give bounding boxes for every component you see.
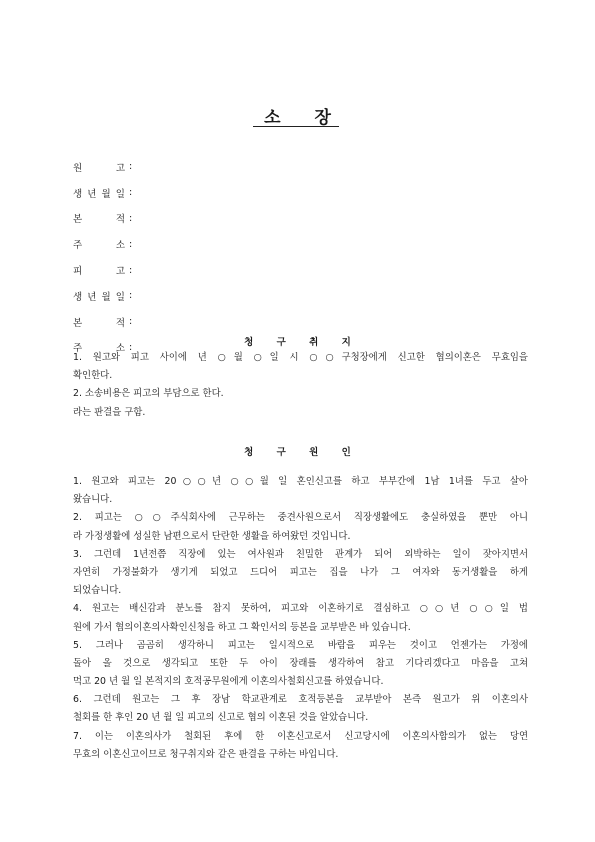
party-label: 주 소	[73, 240, 125, 252]
body-line: 라 가정생활에 성실한 남편으로서 단란한 생활을 하여왔던 것입니다.	[73, 530, 351, 542]
claim-purpose-body	[73, 349, 528, 422]
body-line: 되었습니다.	[73, 585, 122, 597]
party-row-plaintiff	[73, 154, 132, 180]
party-label: 주 소	[73, 343, 125, 355]
party-colon: :	[129, 161, 133, 173]
document-title: 소 장	[264, 108, 345, 128]
party-row-defendant-registry	[73, 309, 132, 335]
body-line: 라는 판결을 구함.	[73, 406, 146, 418]
body-line: 먹고 20 년 월 일 본적지의 호적공무원에게 이혼의사철회신고를 하였습니다.	[73, 676, 384, 688]
body-line: 1. 원고와 피고는 20○○년 ○○월 일 혼인신고를 하고 부부간에 1남 1녀를 두고 살아	[73, 476, 528, 487]
body-line: 4. 원고는 배신감과 분노를 참지 못하여, 피고와 이혼하기로 결심하고 ○○년 ○○일 법	[73, 603, 528, 615]
party-colon: :	[129, 238, 133, 250]
body-line: 돌아 올 것으로 생각되고 또한 두 아이 장래를 생각하여 참고 기다리겠다고 마음을 고쳐	[73, 657, 528, 669]
party-colon: :	[129, 290, 133, 302]
party-label: 원 고	[73, 162, 125, 174]
party-colon: :	[129, 264, 133, 276]
party-row-plaintiff-address	[73, 231, 132, 257]
party-label: 생 년 월 일	[73, 291, 125, 303]
title-underline	[253, 126, 339, 127]
body-line: 자연히 가정불화가 생기게 되었고 드디어 피고는 집을 나가 그 여자와 동거생활을 하게	[73, 566, 528, 578]
claim-cause-body	[73, 473, 528, 764]
body-line: 2. 피고는 ○○주식회사에 근무하는 중견사원으로서 직장생활에도 충실하였을 뿐만 아니	[73, 512, 528, 524]
party-label: 피 고	[73, 266, 125, 278]
party-label: 본 적	[73, 317, 125, 329]
party-colon: :	[129, 316, 133, 328]
body-line: 확인한다.	[73, 370, 113, 382]
body-line: 철회를 한 후인 20 년 월 일 피고의 신고로 협의 이혼된 것을 알았습니다.	[73, 712, 369, 724]
party-row-defendant-birthdate	[73, 283, 132, 309]
claim-purpose-heading: 청 구 취 지	[244, 337, 361, 348]
party-colon: :	[129, 212, 133, 224]
body-line: 원에 가서 협의이혼의사확인신청을 하고 그 확인서의 등본을 교부받은 바 있습니다.	[73, 621, 411, 633]
body-line: 2. 소송비용은 피고의 부담으로 한다.	[73, 388, 224, 400]
body-line: 5. 그러나 곰곰히 생각하니 피고는 일시적으로 바람을 피우는 것이고 언젠가는 가정에	[73, 639, 528, 651]
party-row-defendant	[73, 257, 132, 283]
body-line: 무효의 이혼신고이므로 청구취지와 같은 판결을 구하는 바입니다.	[73, 748, 339, 760]
body-line: 6. 그런데 원고는 그 후 장남 학교관계로 호적등본을 교부받아 본즉 원고가 위 이혼의사	[73, 694, 528, 706]
body-line: 7. 이는 이혼의사가 철회된 후에 한 이혼신고로서 신고당시에 이혼의사합의가 없는 당연	[73, 730, 528, 742]
party-row-plaintiff-registry	[73, 206, 132, 232]
claim-cause-heading: 청 구 원 인	[244, 447, 361, 458]
body-line: 1. 원고와 피고 사이에 년 ○월 ○일 시 ○○구청장에게 신고한 협의이혼은 무효임을	[73, 352, 528, 363]
party-label: 본 적	[73, 214, 125, 226]
body-line: 3. 그런데 1년전쯤 직장에 있는 여사원과 친밀한 관계가 되어 외박하는 일이 잦아지면서	[73, 548, 528, 560]
party-info-list	[73, 154, 132, 360]
party-row-plaintiff-birthdate	[73, 180, 132, 206]
party-label: 생 년 월 일	[73, 188, 125, 200]
party-colon: :	[129, 187, 133, 199]
body-line: 왔습니다.	[73, 494, 113, 506]
party-colon: :	[129, 341, 133, 353]
